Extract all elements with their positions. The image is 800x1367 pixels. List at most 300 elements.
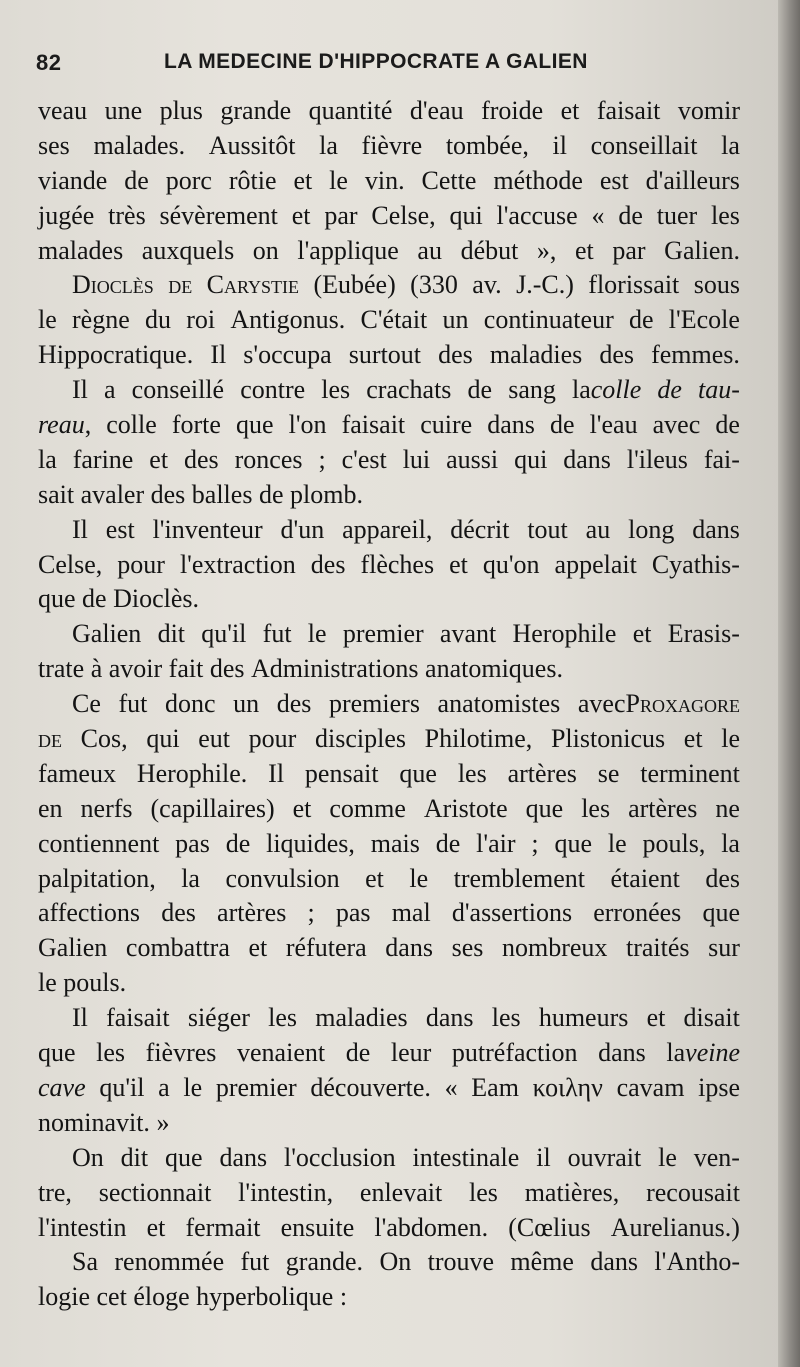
text-line <box>38 1071 740 1106</box>
word: l'intestin <box>38 1212 127 1242</box>
word: balles <box>191 479 253 509</box>
word: règne <box>72 305 130 335</box>
word: au <box>417 235 442 265</box>
word: est <box>599 165 629 195</box>
word: de <box>715 410 740 440</box>
word: le <box>183 1072 203 1102</box>
text-line <box>38 1245 740 1280</box>
word: et <box>365 863 384 893</box>
word: dit <box>157 619 186 649</box>
word: crachats <box>366 375 452 405</box>
word: d'assertions <box>451 898 573 928</box>
word: qu'on <box>482 549 540 579</box>
word: d'eau <box>409 96 464 125</box>
word: roi <box>186 305 216 335</box>
word: dans <box>385 933 433 963</box>
word: un <box>442 305 469 335</box>
word: Herophile <box>512 619 617 649</box>
word: que <box>525 793 564 823</box>
word: appelait <box>554 549 637 579</box>
word: C'était <box>360 305 428 335</box>
word: ensuite <box>280 1212 355 1242</box>
text-line <box>38 931 740 966</box>
word: d'ailleurs <box>645 165 740 195</box>
word: sang <box>508 375 556 405</box>
word: veau <box>38 96 88 125</box>
word: cuire <box>420 410 473 440</box>
word: de <box>168 270 193 300</box>
word: sévèrement <box>159 200 278 230</box>
word: terminent <box>640 758 740 788</box>
word: ne <box>715 793 740 823</box>
text-line <box>38 1280 740 1315</box>
word: la <box>181 863 200 893</box>
word: et <box>149 444 169 474</box>
word: et <box>646 1003 666 1033</box>
word: putréfaction <box>451 1038 578 1068</box>
text-line <box>38 966 740 1001</box>
word: anatomistes <box>437 689 561 719</box>
word: artères <box>217 898 287 928</box>
word: pouls. <box>63 968 127 998</box>
word: à <box>90 654 103 684</box>
word: au <box>585 514 611 544</box>
word: pour <box>117 549 165 579</box>
word: premier <box>215 1072 297 1102</box>
word: l'occlusion <box>284 1142 396 1172</box>
word: erronées <box>593 898 682 928</box>
word: disait <box>683 1003 740 1033</box>
word: de <box>345 1038 371 1068</box>
word: et <box>449 549 468 579</box>
word: aussi <box>446 444 499 474</box>
word: les <box>491 1003 521 1033</box>
word: pensait <box>304 758 379 788</box>
word: laveine <box>666 1038 740 1068</box>
word: Cyathis- <box>651 549 740 579</box>
word: avecProxagore <box>577 689 740 719</box>
word: fameux <box>38 758 116 788</box>
text-line <box>38 164 740 199</box>
word: ronces <box>234 444 303 474</box>
word: matières, <box>524 1177 620 1207</box>
word: tuer <box>656 200 698 230</box>
text-line <box>38 94 740 129</box>
word: tau- <box>698 375 740 405</box>
word: d'un <box>280 514 325 544</box>
text-line <box>38 792 740 827</box>
word: et <box>291 200 311 230</box>
word: de <box>225 828 251 858</box>
word: Philotime, <box>424 724 533 754</box>
word: fièvres <box>145 1038 217 1068</box>
word: que <box>236 410 274 440</box>
text-line <box>38 1106 740 1141</box>
word: ouvrait <box>567 1142 642 1172</box>
word: femmes. <box>651 340 740 370</box>
word: que <box>38 1038 76 1068</box>
word: réfutera <box>285 933 367 963</box>
word: (Eubée) <box>313 270 396 300</box>
word: par <box>324 200 358 230</box>
word: étaient <box>610 863 680 893</box>
word: le <box>721 724 740 754</box>
word: le <box>409 863 429 893</box>
word: Hippocratique. <box>38 340 194 370</box>
word: convulsion <box>225 863 340 893</box>
word: avaler <box>80 479 145 509</box>
word: des <box>276 689 312 719</box>
text-line <box>38 303 740 338</box>
word: malades. <box>93 130 186 160</box>
word: découverte. <box>310 1072 431 1102</box>
word: décrit <box>450 514 510 544</box>
text-line <box>38 129 740 164</box>
word: eut <box>198 724 230 754</box>
word: flèches <box>360 549 435 579</box>
word: des <box>310 549 346 579</box>
word: reau, <box>38 410 92 440</box>
word: Eam <box>471 1072 519 1102</box>
page-edge <box>778 0 800 1367</box>
word: maladies <box>489 340 583 370</box>
word: ses <box>451 933 484 963</box>
word: de <box>618 200 643 230</box>
word: intestinale <box>412 1142 520 1172</box>
word: Erasis- <box>667 619 740 649</box>
word: tremblement <box>453 863 586 893</box>
word: nombreux <box>501 933 608 963</box>
word: Il <box>72 1003 88 1033</box>
text-line <box>38 862 740 897</box>
word: nominavit. <box>38 1107 150 1137</box>
body-text <box>38 94 740 1315</box>
word: avec <box>652 410 701 440</box>
word: κοιλην <box>532 1072 603 1102</box>
word: Antigonus. <box>230 305 346 335</box>
word: la <box>319 130 338 160</box>
word: », <box>536 235 557 265</box>
word: le <box>307 619 327 649</box>
word: sectionnait <box>98 1177 212 1207</box>
word: Galien <box>38 933 108 963</box>
word: donc <box>164 689 216 719</box>
word: continuateur <box>483 305 614 335</box>
word: éloge <box>133 1282 190 1312</box>
word: vomir <box>677 96 740 125</box>
text-line <box>38 722 740 757</box>
word: porc <box>165 165 212 195</box>
word: Celse, <box>38 549 103 579</box>
word: fut <box>262 619 292 649</box>
word: qu'il <box>201 619 247 649</box>
word: qu'il <box>99 1072 145 1102</box>
word: av. <box>472 270 502 300</box>
word: faisait <box>596 96 661 125</box>
word: fièvre <box>361 130 423 160</box>
word: combattra <box>125 933 230 963</box>
word: l'Ecole <box>668 305 740 335</box>
text-line <box>38 234 740 269</box>
word: fut <box>240 1247 270 1277</box>
word: le <box>38 305 57 335</box>
word: des <box>705 863 740 893</box>
text-line <box>38 199 740 234</box>
word: farine <box>72 444 134 474</box>
word: avoir <box>108 654 163 684</box>
text-line <box>38 896 740 931</box>
word: leur <box>390 1038 432 1068</box>
word: Dioclès <box>72 270 154 300</box>
word: très <box>108 200 146 230</box>
word: qui <box>146 724 180 754</box>
word: et <box>632 619 652 649</box>
word: cavam <box>616 1072 685 1102</box>
word: tout <box>527 514 568 544</box>
word: Cette <box>421 165 477 195</box>
word: « <box>444 1072 458 1102</box>
word: enlevait <box>359 1177 443 1207</box>
text-line <box>38 582 740 617</box>
word: l'intestin, <box>238 1177 334 1207</box>
word: et <box>560 96 580 125</box>
word: il <box>536 1142 551 1172</box>
word: dans <box>590 1247 639 1277</box>
word: vin. <box>364 165 405 195</box>
text-line <box>38 652 740 687</box>
word: avant <box>439 619 497 649</box>
text-line <box>38 408 740 443</box>
word: appareil, <box>342 514 433 544</box>
word: Aurelianus.) <box>610 1212 740 1242</box>
word: fut <box>118 689 148 719</box>
word: des <box>209 654 245 684</box>
word: et <box>292 793 312 823</box>
word: Plistonicus <box>550 724 666 754</box>
word: palpitation, <box>38 863 156 893</box>
word: et <box>683 724 703 754</box>
word: Galien <box>72 619 142 649</box>
text-line <box>38 443 740 478</box>
word: qui <box>514 444 548 474</box>
word: fai- <box>703 444 740 474</box>
page-header <box>36 42 736 82</box>
word: tre, <box>38 1177 72 1207</box>
word: du <box>145 305 172 335</box>
word: grande <box>220 96 292 125</box>
word: plomb. <box>290 479 363 509</box>
word: Dioclès. <box>113 584 200 614</box>
word: mal <box>391 898 431 928</box>
word: ses <box>38 130 70 160</box>
word: la <box>721 828 740 858</box>
word: surtout <box>348 340 422 370</box>
word: des <box>161 898 196 928</box>
word: Sa <box>72 1247 98 1277</box>
word: en <box>38 793 63 823</box>
word: la <box>721 130 740 160</box>
word: l'accuse <box>496 200 578 230</box>
word: dans <box>425 1003 474 1033</box>
word: il <box>552 130 567 160</box>
word: de <box>549 410 575 440</box>
word: et <box>293 165 313 195</box>
word: l'extraction <box>179 549 296 579</box>
word: de <box>435 828 461 858</box>
word: l'eau <box>589 410 638 440</box>
word: colle <box>106 410 157 440</box>
word: lacolle <box>571 375 642 405</box>
text-line <box>38 373 740 408</box>
word: conseillé <box>131 375 225 405</box>
word: dit <box>120 1142 149 1172</box>
word: des <box>150 479 186 509</box>
word: venaient <box>237 1038 326 1068</box>
word: ; <box>318 444 326 474</box>
word: dans <box>598 1038 646 1068</box>
word: trate <box>38 654 85 684</box>
word: faisait <box>106 1003 170 1033</box>
word: froide <box>481 96 544 125</box>
word: pouls, <box>642 828 706 858</box>
word: l'Antho- <box>654 1247 740 1277</box>
word: pas <box>175 828 210 858</box>
word: de <box>82 584 107 614</box>
text-line <box>38 513 740 548</box>
word: hyperbolique <box>196 1282 334 1312</box>
word: maladies <box>315 1003 408 1033</box>
word: l'applique <box>297 235 399 265</box>
word: florissait <box>588 270 680 300</box>
word: de <box>628 305 654 335</box>
word: quantité <box>308 96 393 125</box>
word: de <box>657 375 682 405</box>
word: : <box>339 1282 348 1312</box>
word: on <box>252 235 279 265</box>
text-line <box>38 548 740 583</box>
word: l'inventeur <box>152 514 263 544</box>
word: humeurs <box>538 1003 629 1033</box>
word: la <box>38 444 57 474</box>
word: ven- <box>693 1142 740 1172</box>
word: de <box>38 724 62 754</box>
word: qui <box>449 200 483 230</box>
word: On <box>379 1247 412 1277</box>
text-line <box>38 617 740 652</box>
text-line <box>38 1211 740 1246</box>
word: a <box>104 375 116 405</box>
word: dans <box>487 410 535 440</box>
word: l'ileus <box>626 444 688 474</box>
word: renommée <box>114 1247 225 1277</box>
word: Il <box>210 340 227 370</box>
word: les <box>321 375 351 405</box>
text-line <box>38 827 740 862</box>
word: pas <box>335 898 371 928</box>
text-line <box>38 478 740 513</box>
word: par <box>612 235 646 265</box>
word: comme <box>329 793 406 823</box>
word: même <box>510 1247 574 1277</box>
word: Il <box>72 514 88 544</box>
word: dans <box>563 444 611 474</box>
word: les <box>469 1177 498 1207</box>
word: premier <box>342 619 424 649</box>
word: Ce <box>72 689 101 719</box>
word: Cos, <box>80 724 128 754</box>
text-line <box>38 268 740 303</box>
running-title: LA MEDECINE D'HIPPOCRATE A GALIEN <box>164 50 588 73</box>
word: de <box>124 165 149 195</box>
word: le <box>607 828 627 858</box>
word: logie <box>38 1282 90 1312</box>
word: Aussitôt <box>208 130 296 160</box>
word: que <box>702 898 740 928</box>
word: ; <box>531 828 539 858</box>
word: que <box>165 1142 203 1172</box>
word: tombée, <box>445 130 529 160</box>
word: malades <box>38 235 124 265</box>
word: Aristote <box>423 793 508 823</box>
word: est <box>105 514 135 544</box>
word: ; <box>307 898 315 928</box>
word: le <box>658 1142 677 1172</box>
word: Celse, <box>371 200 436 230</box>
word: les <box>581 793 611 823</box>
word: dans <box>219 1142 268 1172</box>
word: » <box>156 1107 170 1137</box>
word: Administrations <box>250 654 419 684</box>
word: une <box>104 96 143 125</box>
word: disciples <box>315 724 406 754</box>
word: nerfs <box>80 793 133 823</box>
word: Galien. <box>664 235 740 265</box>
text-line <box>38 1001 740 1036</box>
word: des <box>184 444 219 474</box>
word: (330 <box>410 270 458 300</box>
word: dans <box>692 514 740 544</box>
word: fait <box>168 654 204 684</box>
word: long <box>628 514 675 544</box>
word: de <box>467 375 493 405</box>
word: anatomiques. <box>425 654 563 684</box>
word: forte <box>171 410 221 440</box>
word: rôtie <box>228 165 277 195</box>
word: J.-C.) <box>516 270 574 300</box>
word: On <box>72 1142 104 1172</box>
word: contre <box>240 375 306 405</box>
word: Il <box>72 375 88 405</box>
word: conseillait <box>590 130 698 160</box>
word: sous <box>693 270 740 300</box>
word: premiers <box>328 689 420 719</box>
word: grande. <box>285 1247 364 1277</box>
page-number: 82 <box>36 50 62 75</box>
word: les <box>96 1038 126 1068</box>
word: que <box>554 828 593 858</box>
word: s'occupa <box>243 340 332 370</box>
word: « <box>591 200 605 230</box>
word: viande <box>38 165 108 195</box>
word: faisait <box>341 410 406 440</box>
word: artères <box>507 758 577 788</box>
text-line <box>38 1036 740 1071</box>
word: cet <box>96 1282 127 1312</box>
word: les <box>457 758 487 788</box>
word: siéger <box>187 1003 250 1033</box>
word: des <box>438 340 473 370</box>
word: les <box>710 200 740 230</box>
